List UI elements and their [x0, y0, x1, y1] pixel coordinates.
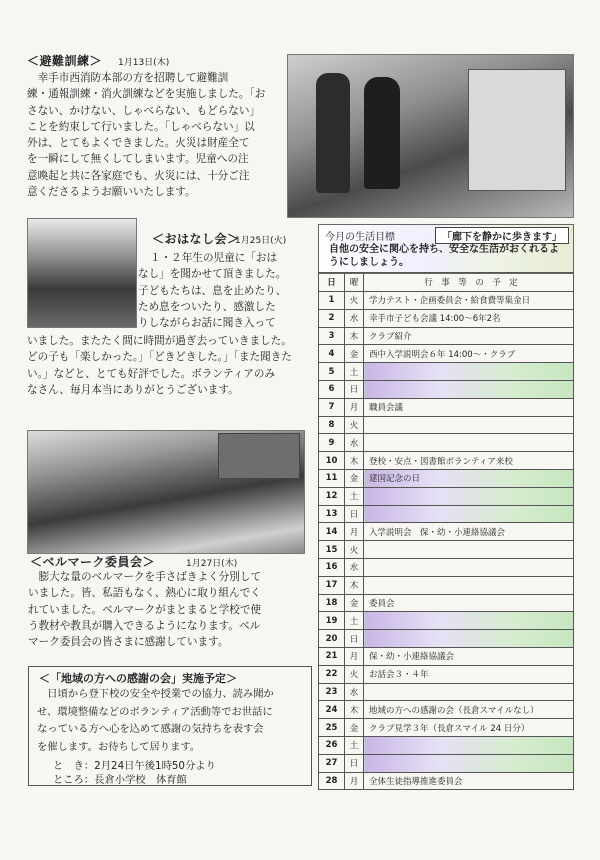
storytelling-photo	[27, 218, 137, 328]
schedule-event	[364, 736, 574, 754]
schedule-row	[319, 665, 574, 683]
schedule-weekday: 木	[345, 327, 364, 345]
schedule-row	[319, 523, 574, 541]
schedule-day: 18	[319, 594, 345, 612]
schedule-day: 14	[319, 523, 345, 541]
schedule-day: 17	[319, 576, 345, 594]
schedule-row	[319, 363, 574, 381]
schedule-event: 入学説明会 保・幼・小連絡協議会	[364, 523, 574, 541]
schedule-header-row	[319, 273, 574, 292]
schedule-row	[319, 630, 574, 648]
schedule-event	[364, 612, 574, 630]
goal-text: 自他の安全に関心を持ち、安全な生活がおくれるようにしましょう。	[329, 244, 559, 268]
schedule-event: お話会３・４年	[364, 665, 574, 683]
schedule-event	[364, 558, 574, 576]
schedule-day: 21	[319, 647, 345, 665]
schedule-event: 全体生徒指導推進委員会	[364, 772, 574, 790]
monthly-schedule-table	[318, 272, 574, 790]
schedule-event	[364, 754, 574, 772]
goal-title: 「廊下を静かに歩きます」	[435, 227, 569, 244]
schedule-weekday: 月	[345, 523, 364, 541]
schedule-event: クラブ見学３年（長倉スマイル 24 日分）	[364, 719, 574, 737]
schedule-day: 7	[319, 398, 345, 416]
schedule-weekday: 水	[345, 558, 364, 576]
schedule-event	[364, 363, 574, 381]
schedule-weekday: 土	[345, 363, 364, 381]
storytelling-date: 1月25日(火)	[235, 236, 287, 246]
bellmark-photo	[27, 430, 305, 554]
schedule-row	[319, 327, 574, 345]
schedule-day: 16	[319, 558, 345, 576]
schedule-weekday: 土	[345, 612, 364, 630]
evacuation-title: ＜避難訓練＞	[27, 54, 103, 68]
bellmark-title: ＜ベルマーク委員会＞	[30, 555, 156, 569]
schedule-day: 27	[319, 754, 345, 772]
schedule-row	[319, 754, 574, 772]
schedule-weekday: 水	[345, 683, 364, 701]
header-event: 行 事 等 の 予 定	[364, 273, 574, 292]
schedule-day: 6	[319, 380, 345, 398]
storytelling-text-narrow: １・２年生の児童に「おは なし」を聞かせて頂きました。 子どもたちは、息を止めたり、 ため息をついたり、感激した りしながらお話に聞き入って	[138, 252, 287, 330]
schedule-event	[364, 416, 574, 434]
schedule-weekday: 土	[345, 487, 364, 505]
schedule-event	[364, 576, 574, 594]
schedule-row	[319, 434, 574, 452]
bellmark-text: 膨大な量のベルマークを手さばきよく分別して いました。皆、私語もなく、熱心に取り組んでく れていました。ベルマークがまとまると学校で使 う教材や教具が購入できるようになります。ベル マーク委員会の皆さまに感謝しています。	[28, 571, 262, 649]
schedule-row	[319, 345, 574, 363]
schedule-event: 職員会議	[364, 398, 574, 416]
schedule-weekday: 水	[345, 434, 364, 452]
schedule-day: 3	[319, 327, 345, 345]
schedule-event	[364, 505, 574, 523]
schedule-day: 24	[319, 701, 345, 719]
schedule-weekday: 水	[345, 309, 364, 327]
schedule-day: 8	[319, 416, 345, 434]
schedule-row	[319, 612, 574, 630]
schedule-weekday: 金	[345, 594, 364, 612]
storytelling-title: ＜おはなし会＞	[152, 232, 240, 246]
schedule-row	[319, 452, 574, 470]
schedule-row	[319, 309, 574, 327]
schedule-event: 地域の方への感謝の会（長倉スマイルなし）	[364, 701, 574, 719]
student-figure	[364, 77, 400, 189]
schedule-row	[319, 416, 574, 434]
schedule-day: 19	[319, 612, 345, 630]
schedule-weekday: 木	[345, 452, 364, 470]
schedule-day: 25	[319, 719, 345, 737]
schedule-weekday: 月	[345, 398, 364, 416]
schedule-weekday: 金	[345, 719, 364, 737]
header-day: 日	[319, 273, 345, 292]
firefighter-figure	[316, 73, 350, 193]
schedule-day: 12	[319, 487, 345, 505]
schedule-event: 西中入学説明会６年 14:00～・クラブ	[364, 345, 574, 363]
schedule-event	[364, 683, 574, 701]
goal-label: 今月の生活目標	[325, 232, 395, 243]
schedule-day: 13	[319, 505, 345, 523]
evacuation-text: 幸手市西消防本部の方を招聘して避難訓 練・通報訓練・消火訓練などを実施しました。「お さない、かけない、しゃべらない、もどらない」 ことを約束して行いました。「しゃべらない」以 外は、とてもよくできました。火災は財産全て を一瞬にして無くしてしまいます。児童への注 意喚起と共に各家庭でも、火災には、十分ご注 意くださるようお願いいたします。	[27, 72, 266, 199]
schedule-weekday: 火	[345, 541, 364, 559]
schedule-event: 保・幼・小連絡協議会	[364, 647, 574, 665]
schedule-event: 登校・安点・図書館ボランティア来校	[364, 452, 574, 470]
evacuation-drill-photo	[287, 54, 574, 218]
schedule-event: クラブ紹介	[364, 327, 574, 345]
notice-where: ところ：長倉小学校 体育館	[53, 774, 187, 786]
schedule-row	[319, 558, 574, 576]
schedule-day: 15	[319, 541, 345, 559]
schedule-weekday: 金	[345, 345, 364, 363]
schedule-event	[364, 487, 574, 505]
monthly-goal-box	[318, 224, 574, 274]
schedule-row	[319, 398, 574, 416]
schedule-day: 2	[319, 309, 345, 327]
schedule-event	[364, 380, 574, 398]
schedule-row	[319, 505, 574, 523]
schedule-event: 学力テスト・企画委員会・給食費等集金日	[364, 292, 574, 310]
schedule-weekday: 月	[345, 647, 364, 665]
schedule-row	[319, 772, 574, 790]
schedule-weekday: 火	[345, 416, 364, 434]
schedule-day: 23	[319, 683, 345, 701]
schedule-row	[319, 469, 574, 487]
schedule-row	[319, 541, 574, 559]
schedule-event: 建国記念の日	[364, 469, 574, 487]
schedule-weekday: 金	[345, 469, 364, 487]
schedule-day: 28	[319, 772, 345, 790]
schedule-day: 4	[319, 345, 345, 363]
schedule-weekday: 日	[345, 630, 364, 648]
schedule-row	[319, 647, 574, 665]
schedule-day: 10	[319, 452, 345, 470]
schedule-weekday: 日	[345, 380, 364, 398]
schedule-weekday: 土	[345, 736, 364, 754]
schedule-day: 9	[319, 434, 345, 452]
schedule-row	[319, 701, 574, 719]
schedule-weekday: 木	[345, 576, 364, 594]
schedule-row	[319, 719, 574, 737]
schedule-weekday: 日	[345, 754, 364, 772]
fire-truck	[468, 69, 566, 191]
schedule-weekday: 火	[345, 292, 364, 310]
storytelling-text-wide: いました。またたく間に時間が過ぎ去っていきました。 どの子も「楽しかった。」「どきどきした。」「また聞きた い。」などと、とても好評でした。ボランティアのみ なさん、毎月本当にありがとうございます。	[27, 335, 292, 396]
schedule-weekday: 月	[345, 772, 364, 790]
bookshelf	[218, 433, 300, 479]
schedule-weekday: 木	[345, 701, 364, 719]
schedule-event: 委員会	[364, 594, 574, 612]
schedule-row	[319, 736, 574, 754]
notice-when: と き：2月24日午後1時50分より	[53, 760, 216, 772]
schedule-row	[319, 576, 574, 594]
notice-body: 日頃から登下校の安全や授業での協力、読み聞か せ、環境整備などのボランティア活動等でお世話に なっている方へ心を込めて感謝の気持ちを表す会 を催します。お待ちして居ります。	[37, 688, 274, 753]
schedule-weekday: 日	[345, 505, 364, 523]
schedule-event	[364, 541, 574, 559]
bellmark-date: 1月27日(木)	[186, 559, 238, 569]
schedule-day: 26	[319, 736, 345, 754]
schedule-row	[319, 487, 574, 505]
schedule-day: 11	[319, 469, 345, 487]
header-weekday: 曜	[345, 273, 364, 292]
schedule-row	[319, 292, 574, 310]
schedule-event	[364, 434, 574, 452]
schedule-day: 5	[319, 363, 345, 381]
schedule-day: 1	[319, 292, 345, 310]
evacuation-date: 1月13日(木)	[118, 58, 170, 68]
schedule-day: 22	[319, 665, 345, 683]
notice-title: ＜「地域の方への感謝の会」実施予定＞	[39, 672, 237, 685]
schedule-weekday: 火	[345, 665, 364, 683]
schedule-day: 20	[319, 630, 345, 648]
schedule-event	[364, 630, 574, 648]
schedule-event: 幸手市子ども会議 14:00～6年2名	[364, 309, 574, 327]
schedule-row	[319, 594, 574, 612]
thanks-event-notice	[28, 666, 312, 786]
schedule-row	[319, 380, 574, 398]
schedule-row	[319, 683, 574, 701]
